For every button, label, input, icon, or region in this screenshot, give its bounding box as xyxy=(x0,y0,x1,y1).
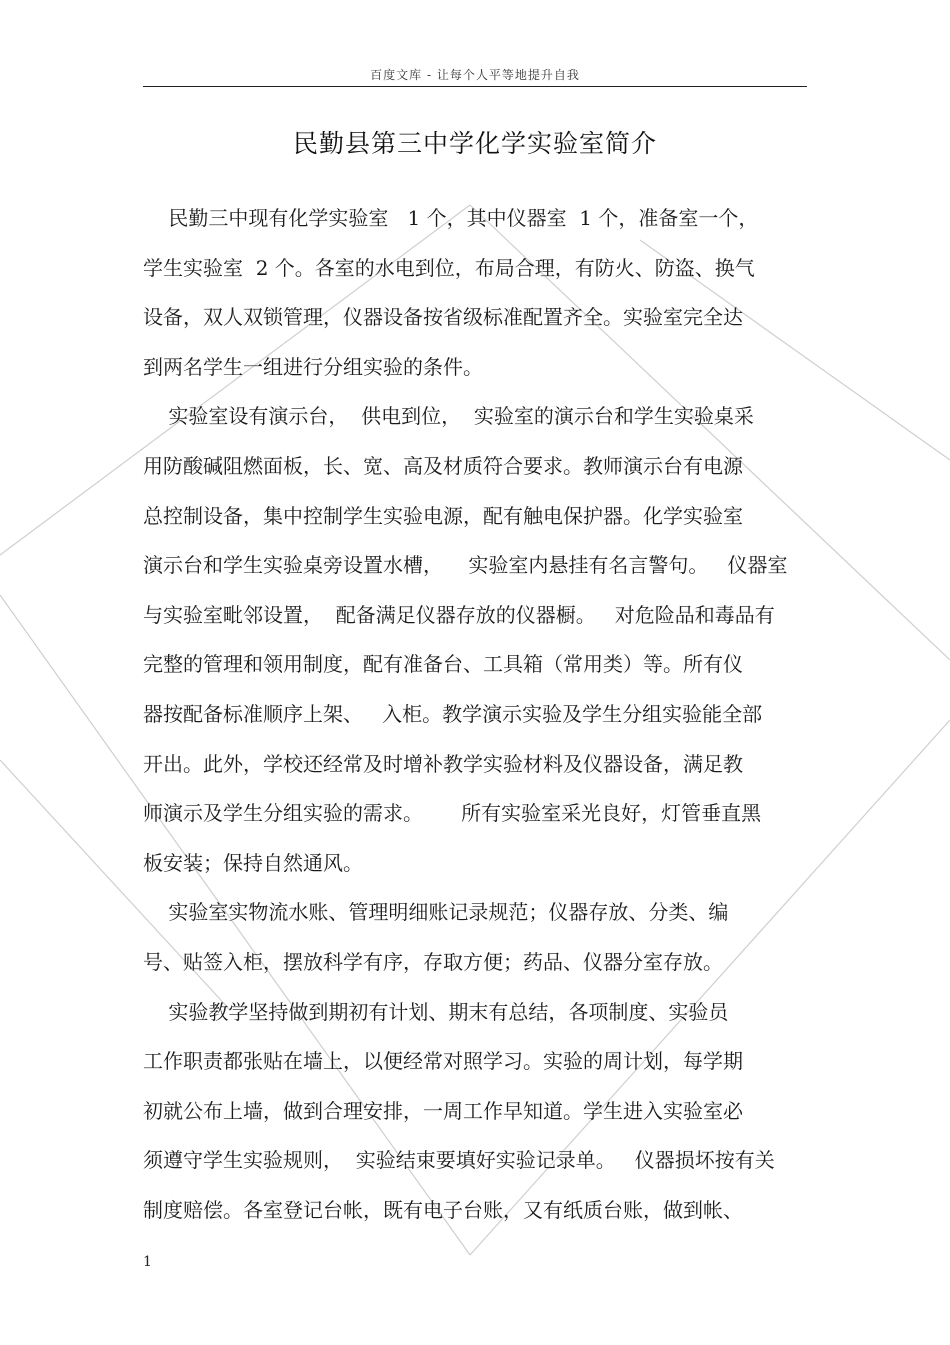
document-body xyxy=(143,198,807,1239)
document-title: 民勤县第三中学化学实验室简介 xyxy=(292,129,657,158)
page-header: 百度文库 - 让每个人平等地提升自我 xyxy=(370,68,580,82)
page-number: 1 xyxy=(143,1254,152,1270)
body-line: 民勤三中现有化学实验室 1 个，其中仪器室 1 个，准备室一个， xyxy=(143,206,759,230)
body-line: 器按配备标准顺序上架、 入柜。教学演示实验及学生分组实验能全部 xyxy=(143,701,763,726)
body-line: 学生实验室 2 个。各室的水电到位，布局合理，有防火、防盗、换气 xyxy=(143,255,755,280)
body-line: 实验室实物流水账、管理明细账记录规范；仪器存放、分类、编 xyxy=(143,900,729,925)
body-line: 初就公布上墙，做到合理安排，一周工作早知道。学生进入实验室必 xyxy=(143,1098,743,1123)
body-line: 设备，双人双锁管理，仪器设备按省级标准配置齐全。实验室完全达 xyxy=(143,305,743,330)
body-line: 须遵守学生实验规则， 实验结束要填好实验记录单。 仪器损坏按有关 xyxy=(143,1148,775,1173)
body-line: 板安装；保持自然通风。 xyxy=(143,850,363,875)
header-divider xyxy=(143,86,807,87)
body-line: 制度赔偿。各室登记台帐，既有电子台账，又有纸质台账，做到帐、 xyxy=(143,1197,743,1222)
body-line: 用防酸碱阻燃面板，长、宽、高及材质符合要求。教师演示台有电源 xyxy=(143,453,743,478)
body-line: 与实验室毗邻设置， 配备满足仪器存放的仪器橱。 对危险品和毒品有 xyxy=(143,602,775,627)
body-line: 号、贴签入柜，摆放科学有序，存取方便；药品、仪器分室存放。 xyxy=(143,949,723,974)
body-line: 完整的管理和领用制度，配有准备台、工具箱（常用类）等。所有仪 xyxy=(143,652,743,677)
body-line: 开出。此外，学校还经常及时增补教学实验材料及仪器设备，满足教 xyxy=(143,751,743,776)
body-line: 师演示及学生分组实验的需求。 所有实验室采光良好，灯管垂直黑 xyxy=(143,801,762,826)
body-line: 到两名学生一组进行分组实验的条件。 xyxy=(143,354,483,379)
body-line: 实验教学坚持做到期初有计划、期末有总结，各项制度、实验员 xyxy=(143,999,729,1024)
body-line: 实验室设有演示台， 供电到位， 实验室的演示台和学生实验桌采 xyxy=(143,404,754,429)
body-line: 工作职责都张贴在墙上，以便经常对照学习。实验的周计划，每学期 xyxy=(143,1049,743,1074)
body-line: 演示台和学生实验桌旁设置水槽， 实验室内悬挂有名言警句。 仪器室 xyxy=(143,553,788,578)
body-line: 总控制设备，集中控制学生实验电源，配有触电保护器。化学实验室 xyxy=(143,503,743,528)
